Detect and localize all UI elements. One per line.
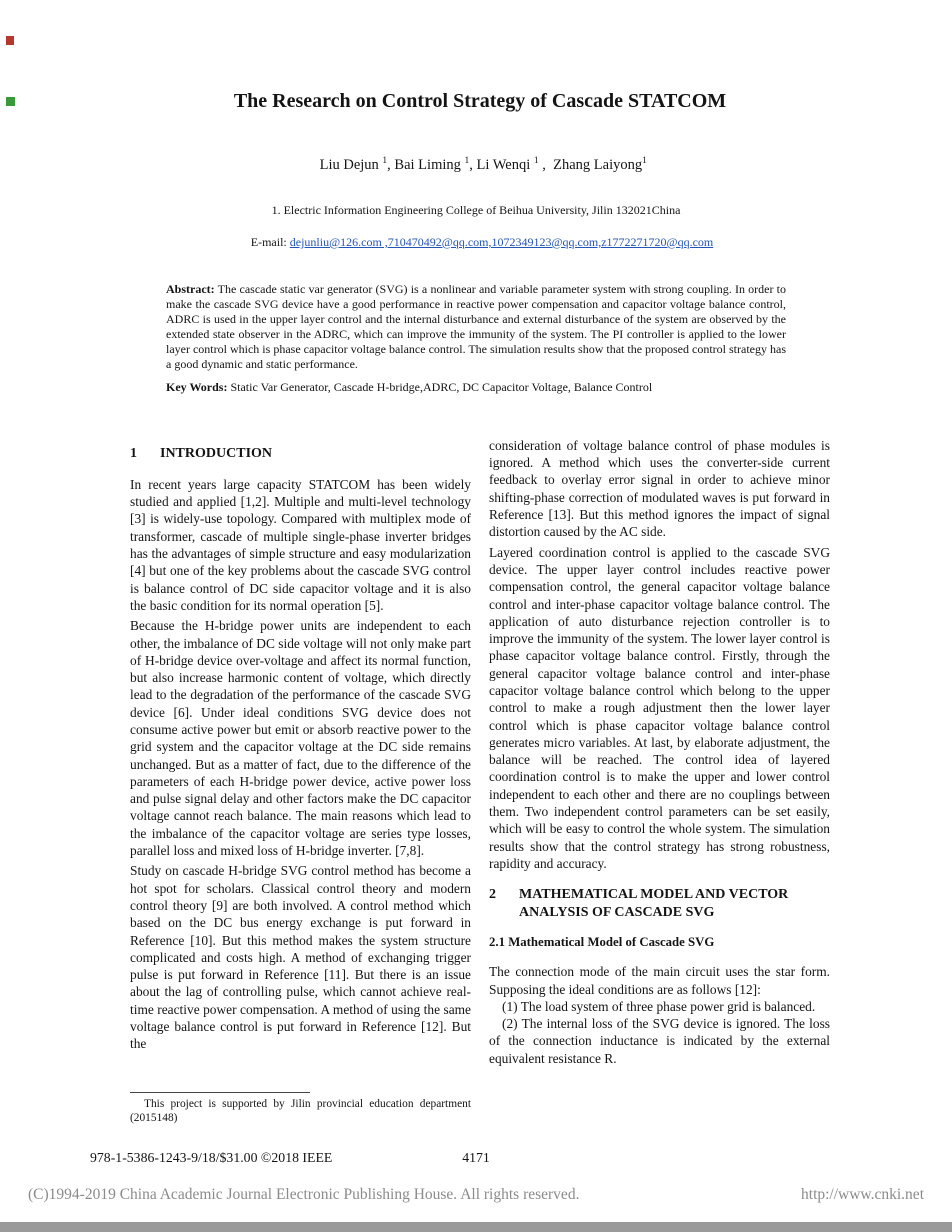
email-line bbox=[0, 220, 952, 265]
footnote-rule bbox=[130, 1092, 310, 1093]
email-label: E-mail: bbox=[250, 234, 290, 249]
affiliation-line: 1. Electric Information Engineering College of Beihua University, Jilin 132021China bbox=[271, 202, 681, 217]
red-annotation-mark bbox=[6, 36, 14, 45]
author-2-affiliation-sup: 1 bbox=[464, 156, 470, 166]
left-column bbox=[130, 437, 471, 1125]
section-1-number: 1 bbox=[130, 445, 137, 461]
paragraph-layered-control: Layered coordination control is applied to the cascade SVG device. The upper layer control includes reactive power compensation control, the general capacitor voltage balance control and inter-phase capacitor voltage balance control. The application of auto disturbance rejection controller is to improve the immunity of the system. The lower layer control is phase capacitor voltage balance control. Firstly, through the general capacitor voltage balance control and inter-phase capacitor voltage balance control which belong to the upper control to make a rough adjustment then the lower layer control which is phase capacitor voltage balance control generates micro variables. At last, by elaborate adjustment, the balance will be reached. The control idea of layered coordination control is to make the upper and lower control independent to each other and there are no couplings between them. Two independent control parameters can be set easily, which will be easy to control the whole system. The simulation results show that the control strategy has strong robustness, rapidity and accuracy. bbox=[489, 544, 830, 871]
right-column bbox=[489, 437, 830, 1125]
author-3: Li Wenqi $^1$ , bbox=[476, 156, 554, 173]
author-3-affiliation-sup: 1 bbox=[533, 156, 539, 166]
page-number: 4171 bbox=[462, 1150, 490, 1165]
paragraph-intro-3: Study on cascade H-bridge SVG control method has become a hot spot for scholars. Classical control theory and modern control theory [9] are both involved. A control method which based on the DC bus energy exchange is put forward in Reference [10]. But this method makes the system structure complicated and costs high. A method of exchanging trigger pulse is put forward in Reference [11]. But there is an issue about the lag of controlling pulse, which cannot achieve real-time reactive power compensation. A method of using the same voltage balance control is put forward in Reference [12]. But the bbox=[130, 863, 471, 1052]
author-4: Zhang Laiyong$^1$ bbox=[553, 156, 647, 173]
paragraph-intro-2: Because the H-bridge power units are independent to each other, the imbalance of DC side voltage will not only make part of H-bridge device over-voltage and affect its normal function, but also increase harmonic content of voltage, which directly lead to the degradation of the performance of the cascade SVG device [6]. Under ideal conditions SVG device does not consume active power but emit or absorb reactive power to the grid system and the capacitor voltage at the DC side remains unchanged. But as a matter of fact, due to the difference of the parameters of each H-bridge power device, active power loss and pulse signal delay and other factors make the DC capacitor voltage cannot reach balance. The main reasons which lead to the imbalance of the capacitor voltage are series type losses, parallel loss and mixed loss of H-bridge inverter. [7,8]. bbox=[130, 618, 471, 859]
section-1-heading bbox=[130, 445, 471, 463]
abstract-label: Abstract: bbox=[166, 281, 215, 296]
ieee-copyright-line: 978-1-5386-1243-9/18/$31.00 ©2018 IEEE bbox=[90, 1150, 333, 1165]
keywords-text: Static Var Generator, Cascade H-bridge,ADRC, DC Capacitor Voltage, Balance Control bbox=[227, 379, 653, 394]
footnote-text: This project is supported by Jilin provincial education department (2015148) bbox=[130, 1097, 471, 1124]
keywords-label: Key Words: bbox=[166, 379, 228, 394]
body-columns bbox=[130, 437, 830, 1125]
section-2-heading bbox=[489, 886, 830, 922]
abstract-text: The cascade static var generator (SVG) is a nonlinear and variable parameter system with strong coupling. In order to make the cascade SVG device have a good performance in reactive power compensation and capacitor voltage balance control, ADRC is used in the upper layer control and the internal disturbance and external disturbance of the system are observed by the extended state observer in the ADRC, which can improve the immunity of the system. The PI controller is applied to the lower layer control which is phase capacitor voltage balance control. The simulation results show that the proposed control strategy has a good dynamic and static performance. bbox=[166, 281, 786, 371]
section-1-title: INTRODUCTION bbox=[160, 445, 273, 461]
assumption-item-2: (2) The internal loss of the SVG device is ignored. The loss of the connection inductance is indicated by the external equivalent resistance R. bbox=[489, 1016, 830, 1066]
footnote-block bbox=[130, 1092, 471, 1125]
section-2-number: 2 bbox=[489, 887, 496, 903]
email-links[interactable]: dejunliu@126.com ,710470492@qq.com,1072349123@qq.com,z1772271720@qq.com bbox=[289, 234, 714, 249]
subsection-2-1-heading: 2.1 Mathematical Model of Cascade SVG bbox=[489, 935, 715, 950]
watermark-url: http://www.cnki.net bbox=[801, 1186, 924, 1203]
paper-title: The Research on Control Strategy of Cascade STATCOM bbox=[233, 90, 727, 112]
author-1: Liu Dejun $^1$, bbox=[319, 156, 395, 173]
keywords-block bbox=[166, 380, 786, 395]
watermark-text: (C)1994-2019 China Academic Journal Electronic Publishing House. All rights reserved. bbox=[28, 1186, 580, 1203]
paragraph-model-intro: The connection mode of the main circuit uses the star form. Supposing the ideal conditions are as follows [12]: bbox=[489, 964, 830, 997]
section-2-title: MATHEMATICAL MODEL AND VECTOR ANALYSIS OF CASCADE SVG bbox=[519, 887, 789, 921]
bottom-gray-bar bbox=[0, 1222, 952, 1232]
cnki-watermark bbox=[28, 1186, 924, 1204]
authors-line bbox=[0, 133, 952, 194]
author-4-affiliation-sup: 1 bbox=[642, 156, 647, 166]
paragraph-intro-1: In recent years large capacity STATCOM has been widely studied and applied [1,2]. Multiple and multi-level technology [3] is widely-use topology. Compared with multiplex mode of transformer, cascade of multiple single-phase inverter bridges has the advantages of simple structure and easy modularization [4] but one of the key problems about the cascade SVG control is balance control of DC side capacitor voltage and it is also the basic condition for its normal operation [5]. bbox=[130, 476, 471, 613]
author-1-affiliation-sup: 1 bbox=[382, 156, 388, 166]
green-annotation-mark bbox=[6, 97, 15, 106]
paragraph-continuation: consideration of voltage balance control of phase modules is ignored. A method which uses the converter-side current feedback to overlay error signal in order to achieve minor shifting-phase correction of modulated waves is put forward in Reference [13]. But this method ignores the impact of signal distortion caused by the AC side. bbox=[489, 437, 830, 540]
author-2: Bai Liming $^1$, bbox=[394, 156, 477, 173]
abstract-block bbox=[166, 282, 786, 372]
assumption-item-1: (1) The load system of three phase power grid is balanced. bbox=[502, 998, 816, 1014]
